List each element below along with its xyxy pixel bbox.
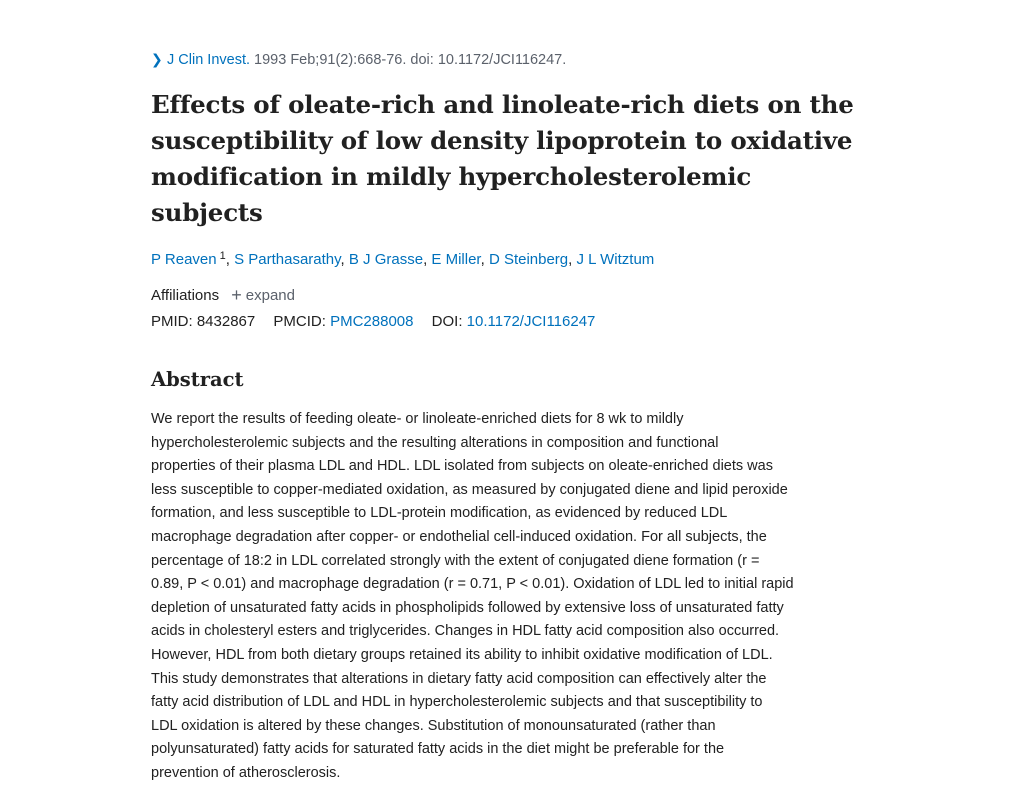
author-link[interactable]: P Reaven	[151, 251, 217, 268]
plus-icon: +	[231, 285, 242, 305]
author-link[interactable]: D Steinberg	[488, 251, 569, 268]
author-list	[151, 249, 866, 271]
author-separator: ,	[340, 251, 349, 268]
author-separator: ,	[225, 251, 235, 268]
pmcid-label: PMCID:	[273, 313, 326, 330]
identifiers-row	[151, 311, 866, 333]
article-title-line: Effects of oleate-rich and linoleate-rich diets on the	[151, 90, 854, 119]
author-link[interactable]: J L Witztum	[576, 251, 655, 268]
article-title	[151, 87, 866, 231]
affiliations-label: Affiliations	[151, 287, 220, 304]
abstract-line: macrophage degradation after copper- or endothelial cell-induced oxidation. For all subjects, the	[151, 528, 767, 545]
author-separator: ,	[423, 251, 432, 268]
abstract-line: hypercholesterolemic subjects and the resulting alterations in composition and functional	[151, 434, 719, 451]
abstract-body	[151, 408, 866, 786]
affiliation-marker[interactable]: 1	[219, 250, 226, 262]
article-title-line: susceptibility of low density lipoprotein to oxidative	[151, 126, 853, 155]
affiliations-row	[151, 283, 866, 307]
doi-group	[432, 313, 596, 330]
abstract-line: percentage of 18:2 in LDL correlated strongly with the extent of conjugated diene formation (r =	[151, 552, 760, 569]
chevron-right-icon[interactable]: ❯	[151, 51, 163, 67]
article-container	[151, 48, 866, 786]
author-link[interactable]: B J Grasse	[348, 251, 424, 268]
pmcid-group	[273, 313, 413, 330]
abstract-line: formation, and less susceptible to LDL-protein modification, as evidenced by reduced LDL	[151, 505, 728, 522]
abstract-line: We report the results of feeding oleate- or linoleate-enriched diets for 8 wk to mildly	[151, 411, 684, 427]
author-link[interactable]: S Parthasarathy	[234, 251, 341, 268]
pmid-value: 8432867	[196, 313, 256, 330]
article-title-line: modification in mildly hypercholesterolemic subjects	[151, 162, 752, 227]
expand-label: expand	[245, 287, 295, 304]
journal-link[interactable]: J Clin Invest.	[167, 52, 250, 68]
doi-link[interactable]: 10.1172/JCI116247	[466, 313, 596, 330]
abstract-heading: Abstract	[151, 368, 244, 391]
abstract-line: 0.89, P < 0.01) and macrophage degradation (r = 0.71, P < 0.01). Oxidation of LDL led to initial rapid	[151, 576, 794, 593]
author-link[interactable]: E Miller	[431, 251, 481, 268]
pmid-label: PMID:	[151, 313, 193, 330]
abstract-line: LDL oxidation is altered by these changes. Substitution of monounsaturated (rather than	[151, 717, 716, 734]
pmid-group	[151, 313, 255, 330]
abstract-line: properties of their plasma LDL and HDL. LDL isolated from subjects on oleate-enriched diets was	[151, 458, 773, 475]
abstract-line: depletion of unsaturated fatty acids in phospholipids followed by extensive loss of unsaturated fatty	[151, 599, 784, 616]
citation-line	[151, 48, 866, 71]
abstract-line: less susceptible to copper-mediated oxidation, as measured by conjugated diene and lipid peroxide	[151, 481, 788, 498]
abstract-line: fatty acid distribution of LDL and HDL in hypercholesterolemic subjects and that susceptibility to	[151, 694, 763, 711]
doi-label: DOI:	[431, 313, 463, 330]
abstract-line: polyunsaturated) fatty acids for saturated fatty acids in the diet might be preferable for the	[151, 741, 725, 758]
author-separator: ,	[480, 251, 489, 268]
abstract-line: However, HDL from both dietary groups retained its ability to inhibit oxidative modification of LDL.	[151, 646, 773, 663]
abstract-line: acids in cholesteryl esters and triglycerides. Changes in HDL fatty acid composition also occurred.	[151, 623, 780, 640]
author-separator: ,	[568, 251, 577, 268]
affiliations-expand-button[interactable]	[231, 287, 295, 304]
abstract-line: prevention of atherosclerosis.	[151, 764, 341, 781]
pmcid-link[interactable]: PMC288008	[330, 313, 414, 330]
abstract-line: This study demonstrates that alterations in dietary fatty acid composition can effectively alter the	[151, 670, 767, 687]
citation-details: 1993 Feb;91(2):668-76. doi: 10.1172/JCI116247.	[254, 52, 567, 68]
